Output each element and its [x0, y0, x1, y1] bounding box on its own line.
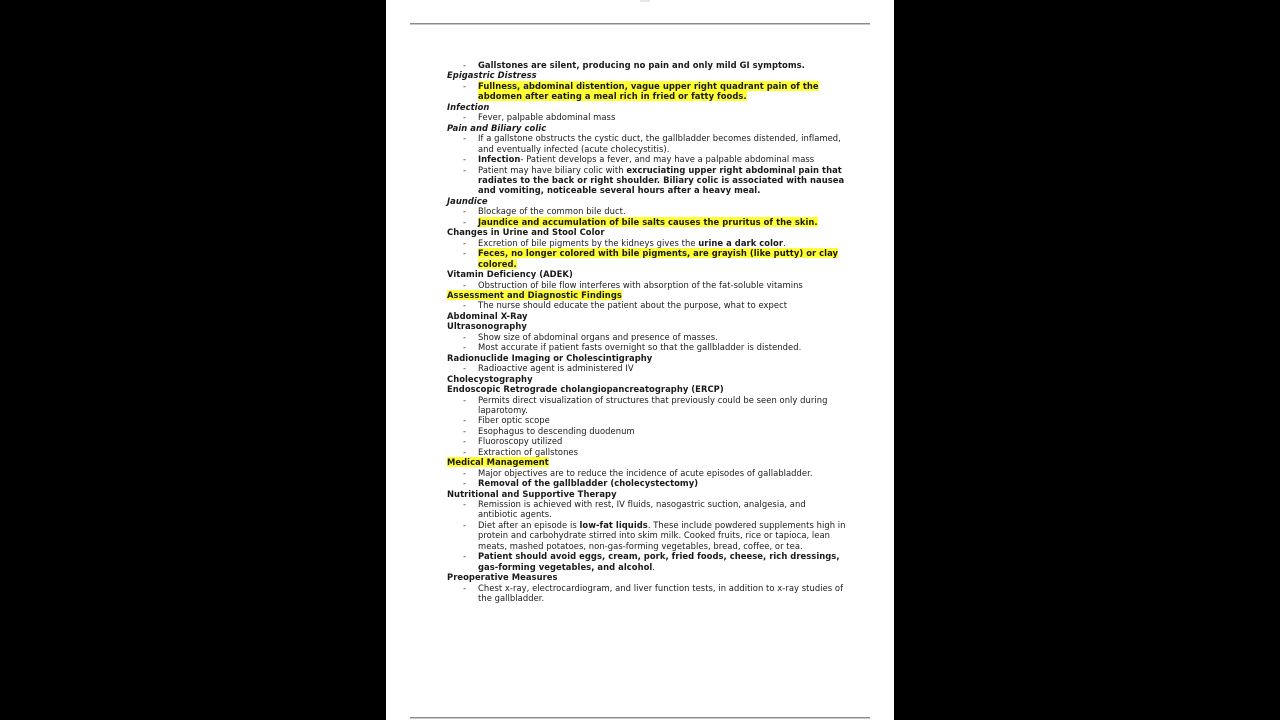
document-body — [447, 60, 847, 604]
list-item — [447, 165, 847, 196]
bullet-list — [447, 238, 847, 269]
section-heading — [447, 572, 847, 582]
list-item — [447, 520, 847, 551]
bullet-list — [447, 280, 847, 290]
list-item — [447, 206, 847, 216]
text-segment: Fluoroscopy utilized — [478, 436, 563, 447]
bullet-list — [447, 133, 847, 196]
text-segment: Blockage of the common bile duct. — [478, 206, 626, 217]
text-segment: - Patient develops a fever, and may have a palpable abdominal mass — [520, 154, 815, 165]
list-item — [447, 395, 847, 416]
section-heading-text: Endoscopic Retrograde cholangiopancreatography (ERCP) — [447, 384, 724, 395]
list-item — [447, 280, 847, 290]
section-heading-text: Changes in Urine and Stool Color — [447, 227, 605, 238]
section-heading — [447, 489, 847, 499]
text-segment: The nurse should educate the patient about the purpose, what to expect — [478, 300, 788, 311]
section-heading — [447, 70, 847, 80]
text-segment: Show size of abdominal organs and presence of masses. — [478, 331, 718, 342]
list-item — [447, 60, 847, 70]
section-heading-text: Pain and Biliary colic — [447, 122, 547, 133]
bullet-list — [447, 332, 847, 353]
bullet-list — [447, 363, 847, 373]
section-heading-text: Nutritional and Supportive Therapy — [447, 488, 617, 499]
section-heading-text: Preoperative Measures — [447, 572, 558, 583]
text-segment: Feces, no longer colored with bile pigments, are grayish (like putty) or clay colored. — [478, 248, 839, 269]
text-segment: Removal of the gallbladder (cholecystectomy) — [478, 478, 699, 489]
section-heading-text: Medical Management — [447, 457, 549, 468]
text-segment: urine a dark color — [698, 237, 784, 248]
bullet-list — [447, 60, 847, 70]
text-segment: excruciating upper right abdominal pain that radiates to the back or right shoulder. Biliary colic is associated with nausea and vomiting, noticeable several hours after a heavy meal. — [478, 164, 845, 196]
list-item — [447, 300, 847, 310]
text-segment: If a gallstone obstructs the cystic duct, the gallbladder becomes distended, inflamed, and eventually infected (acute cholecystitis). — [478, 133, 841, 154]
section-heading — [447, 311, 847, 321]
list-item — [447, 81, 847, 102]
section-heading-text: Assessment and Diagnostic Findings — [447, 289, 622, 300]
list-item — [447, 415, 847, 425]
section-heading-text: Vitamin Deficiency (ADEK) — [447, 269, 573, 280]
list-item — [447, 342, 847, 352]
section-heading — [447, 321, 847, 331]
text-segment: Patient should avoid eggs, cream, pork, fried foods, cheese, rich dressings, gas-forming vegetables, and alcohol — [478, 551, 840, 572]
section-heading — [447, 384, 847, 394]
list-item — [447, 436, 847, 446]
list-item — [447, 499, 847, 520]
text-segment: Fever, palpable abdominal mass — [478, 112, 616, 123]
section-heading-text: Epigastric Distress — [447, 70, 537, 81]
section-heading-text: Ultrasonography — [447, 321, 527, 332]
list-item — [447, 238, 847, 248]
text-segment: Most accurate if patient fasts overnight so that the gallbladder is distended. — [478, 342, 802, 353]
section-heading-text: Jaundice — [447, 195, 488, 206]
bullet-list — [447, 81, 847, 102]
bullet-list — [447, 300, 847, 310]
list-item — [447, 363, 847, 373]
text-segment: . — [783, 237, 786, 248]
text-segment: Obstruction of bile flow interferes with absorption of the fat-soluble vitamins — [478, 279, 803, 290]
list-item — [447, 133, 847, 154]
section-heading — [447, 269, 847, 279]
document-page — [386, 0, 894, 720]
header-rule — [410, 23, 870, 25]
list-item — [447, 447, 847, 457]
text-segment: Jaundice and accumulation of bile salts causes the pruritus of the skin. — [478, 216, 818, 227]
list-item — [447, 426, 847, 436]
list-item — [447, 468, 847, 478]
text-segment: . — [652, 561, 656, 572]
list-item — [447, 478, 847, 488]
section-heading — [447, 457, 847, 467]
list-item — [447, 217, 847, 227]
text-segment: Radioactive agent is administered IV — [478, 363, 634, 374]
text-segment: Patient may have biliary colic with — [478, 164, 627, 175]
list-item — [447, 112, 847, 122]
section-heading — [447, 374, 847, 384]
list-item — [447, 154, 847, 164]
text-segment: . These include powdered supplements high in protein and carbohydrate stirred into skim milk. Cooked fruits, rice or tapioca, lean meats, mashed potatoes, non-gas-forming vegetables, bread, coffee, or tea. — [478, 519, 846, 551]
bullet-list — [447, 395, 847, 458]
section-heading-text: Abdominal X-Ray — [447, 310, 528, 321]
text-segment: Infection — [478, 154, 521, 165]
section-heading-text: Cholecystography — [447, 373, 533, 384]
text-segment: Remission is achieved with rest, IV fluids, nasogastric suction, analgesia, and antibiotic agents. — [478, 499, 806, 520]
section-heading-text: Infection — [447, 101, 490, 112]
section-heading — [447, 102, 847, 112]
text-segment: Fullness, abdominal distention, vague upper right quadrant pain of the abdomen after eating a meal rich in fried or fatty foods. — [478, 80, 819, 102]
list-item — [447, 551, 847, 572]
text-segment: Permits direct visualization of structures that previously could be seen only during laparotomy. — [478, 394, 828, 415]
section-heading — [447, 227, 847, 237]
section-heading — [447, 290, 847, 300]
page-marker — [640, 0, 650, 2]
section-heading — [447, 123, 847, 133]
list-item — [447, 583, 847, 604]
text-segment: Fiber optic scope — [478, 415, 550, 426]
footer-rule — [410, 717, 870, 719]
bullet-list — [447, 206, 847, 227]
bullet-list — [447, 468, 847, 489]
text-segment: Esophagus to descending duodenum — [478, 425, 635, 436]
text-segment: Excretion of bile pigments by the kidneys gives the — [478, 237, 699, 248]
bullet-list — [447, 583, 847, 604]
bullet-list — [447, 499, 847, 572]
text-segment: Gallstones are silent, producing no pain and only mild GI symptoms. — [478, 60, 805, 70]
text-segment: Diet after an episode is — [478, 519, 580, 530]
section-heading — [447, 196, 847, 206]
bullet-list — [447, 112, 847, 122]
text-segment: Major objectives are to reduce the incidence of acute episodes of gallabladder. — [478, 467, 813, 478]
section-heading — [447, 353, 847, 363]
text-segment: low-fat liquids — [579, 519, 648, 530]
section-heading-text: Radionuclide Imaging or Cholescintigraphy — [447, 352, 653, 363]
text-segment: Extraction of gallstones — [478, 446, 579, 457]
list-item — [447, 248, 847, 269]
text-segment: Chest x-ray, electrocardiogram, and liver function tests, in addition to x-ray studies of the gallbladder. — [478, 582, 844, 604]
list-item — [447, 332, 847, 342]
